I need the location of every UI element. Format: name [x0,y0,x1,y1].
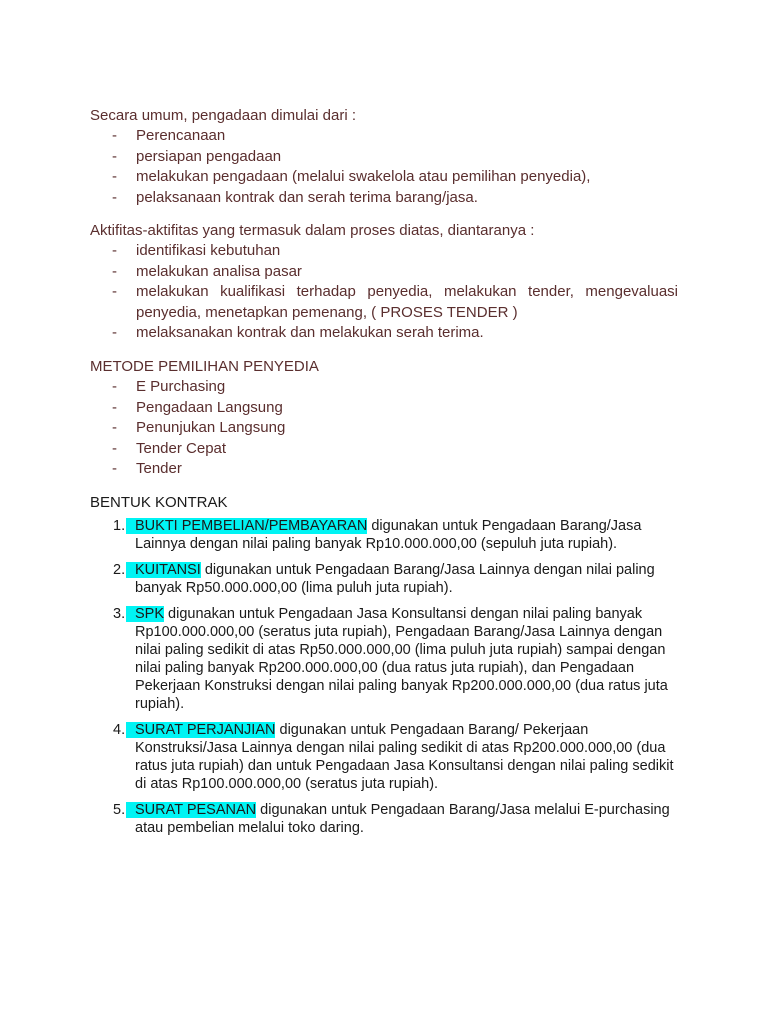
item-number: 3. [113,606,126,622]
item-description: digunakan untuk Pengadaan Barang/Jasa Lainnya dengan nilai paling banyak Rp50.000.000,00 (lima puluh juta rupiah). [135,562,655,596]
selection-methods-list [90,377,678,479]
list-item-text: melaksanakan kontrak dan melakukan serah terima. [136,324,484,342]
item-number: 4. [113,722,126,738]
list-item-text: Penunjukan Langsung [136,419,286,437]
contract-forms-section [90,493,678,845]
dash-bullet: - [112,147,117,165]
dash-bullet: - [112,439,117,457]
list-item-text: Pengadaan Langsung [136,398,283,416]
list-item-text: Tender Cepat [136,439,227,457]
list-item-text: E Purchasing [136,378,226,396]
list-item-text: melakukan pengadaan (melalui swakelola atau pemilihan penyedia), [136,168,591,186]
item-number: 5. [113,802,126,818]
dash-bullet: - [112,242,117,260]
highlighted-term: KUITANSI [126,562,201,578]
list-item-text: pelaksanaan kontrak dan serah terima barang/jasa. [136,188,478,206]
highlighted-term: SURAT PERJANJIAN [126,722,275,738]
list-item [90,377,678,397]
list-item [90,398,678,418]
list-item-text: identifikasi kebutuhan [136,242,281,260]
contract-item [90,721,678,793]
procurement-stages-section [90,106,678,208]
selection-methods-heading: METODE PEMILIHAN PENYEDIA [90,358,319,375]
list-item-text: melakukan analisa pasar [136,262,302,280]
contract-forms-heading: BENTUK KONTRAK [90,494,228,511]
list-item [90,188,678,208]
dash-bullet: - [112,378,117,396]
list-item [90,147,678,167]
list-item [90,439,678,459]
procurement-activities-intro: Aktifitas-aktifitas yang termasuk dalam proses diatas, diantaranya : [90,222,535,239]
list-item [90,262,678,282]
list-item-text: Tender [136,460,182,478]
selection-methods-section [90,357,678,479]
dash-bullet: - [112,460,117,478]
dash-bullet: - [112,168,117,186]
contract-item [90,605,678,713]
contract-item [90,517,678,553]
item-description: digunakan untuk Pengadaan Barang/Jasa Lainnya dengan nilai paling banyak Rp10.000.000,00 (sepuluh juta rupiah). [135,518,642,552]
item-number: 1. [113,518,126,534]
procurement-stages-intro: Secara umum, pengadaan dimulai dari : [90,107,356,124]
procurement-activities-list [90,241,678,343]
contract-item [90,801,678,837]
list-item [90,459,678,479]
highlighted-term: BUKTI PEMBELIAN/PEMBAYARAN [126,518,367,534]
item-number: 2. [113,562,126,578]
dash-bullet: - [112,283,117,301]
item-description: digunakan untuk Pengadaan Jasa Konsultansi dengan nilai paling banyak Rp100.000.000,00 (seratus juta rupiah), Pengadaan Barang/Jasa Lainnya dengan nilai paling sedikit di atas Rp50.000.000,00 (lima puluh juta rupiah) sampai dengan nilai paling banyak Rp200.000.000,00 (dua ratus juta rupiah), dan Pengadaan Pekerjaan Konstruksi dengan nilai paling banyak Rp200.000.000,00 (dua ratus juta rupiah). [135,606,668,712]
procurement-stages-list [90,126,678,208]
list-item [90,282,678,323]
highlighted-term: SURAT PESANAN [126,802,256,818]
dash-bullet: - [112,188,117,206]
dash-bullet: - [112,262,117,280]
list-item [90,241,678,261]
item-description: digunakan untuk Pengadaan Barang/Jasa melalui E-purchasing atau pembelian melalui toko daring. [135,802,670,836]
dash-bullet: - [112,398,117,416]
list-item [90,126,678,146]
contract-item [90,561,678,597]
dash-bullet: - [112,127,117,145]
list-item [90,167,678,187]
list-item [90,418,678,438]
procurement-activities-section [90,221,678,343]
item-description: digunakan untuk Pengadaan Barang/ Pekerjaan Konstruksi/Jasa Lainnya dengan nilai paling sedikit di atas Rp200.000.000,00 (dua ratus juta rupiah) dan untuk Pengadaan Jasa Konsultansi dengan nilai paling sedikit di atas Rp100.000.000,00 (seratus juta rupiah). [135,722,674,792]
highlighted-term: SPK [126,606,164,622]
dash-bullet: - [112,324,117,342]
list-item-text: persiapan pengadaan [136,147,282,165]
list-item-text: Perencanaan [136,127,226,145]
dash-bullet: - [112,419,117,437]
list-item [90,323,678,343]
list-item-text: melakukan kualifikasi terhadap penyedia, melakukan tender, mengevaluasi penyedia, menetapkan pemenang, ( PROSES TENDER ) [136,283,678,321]
